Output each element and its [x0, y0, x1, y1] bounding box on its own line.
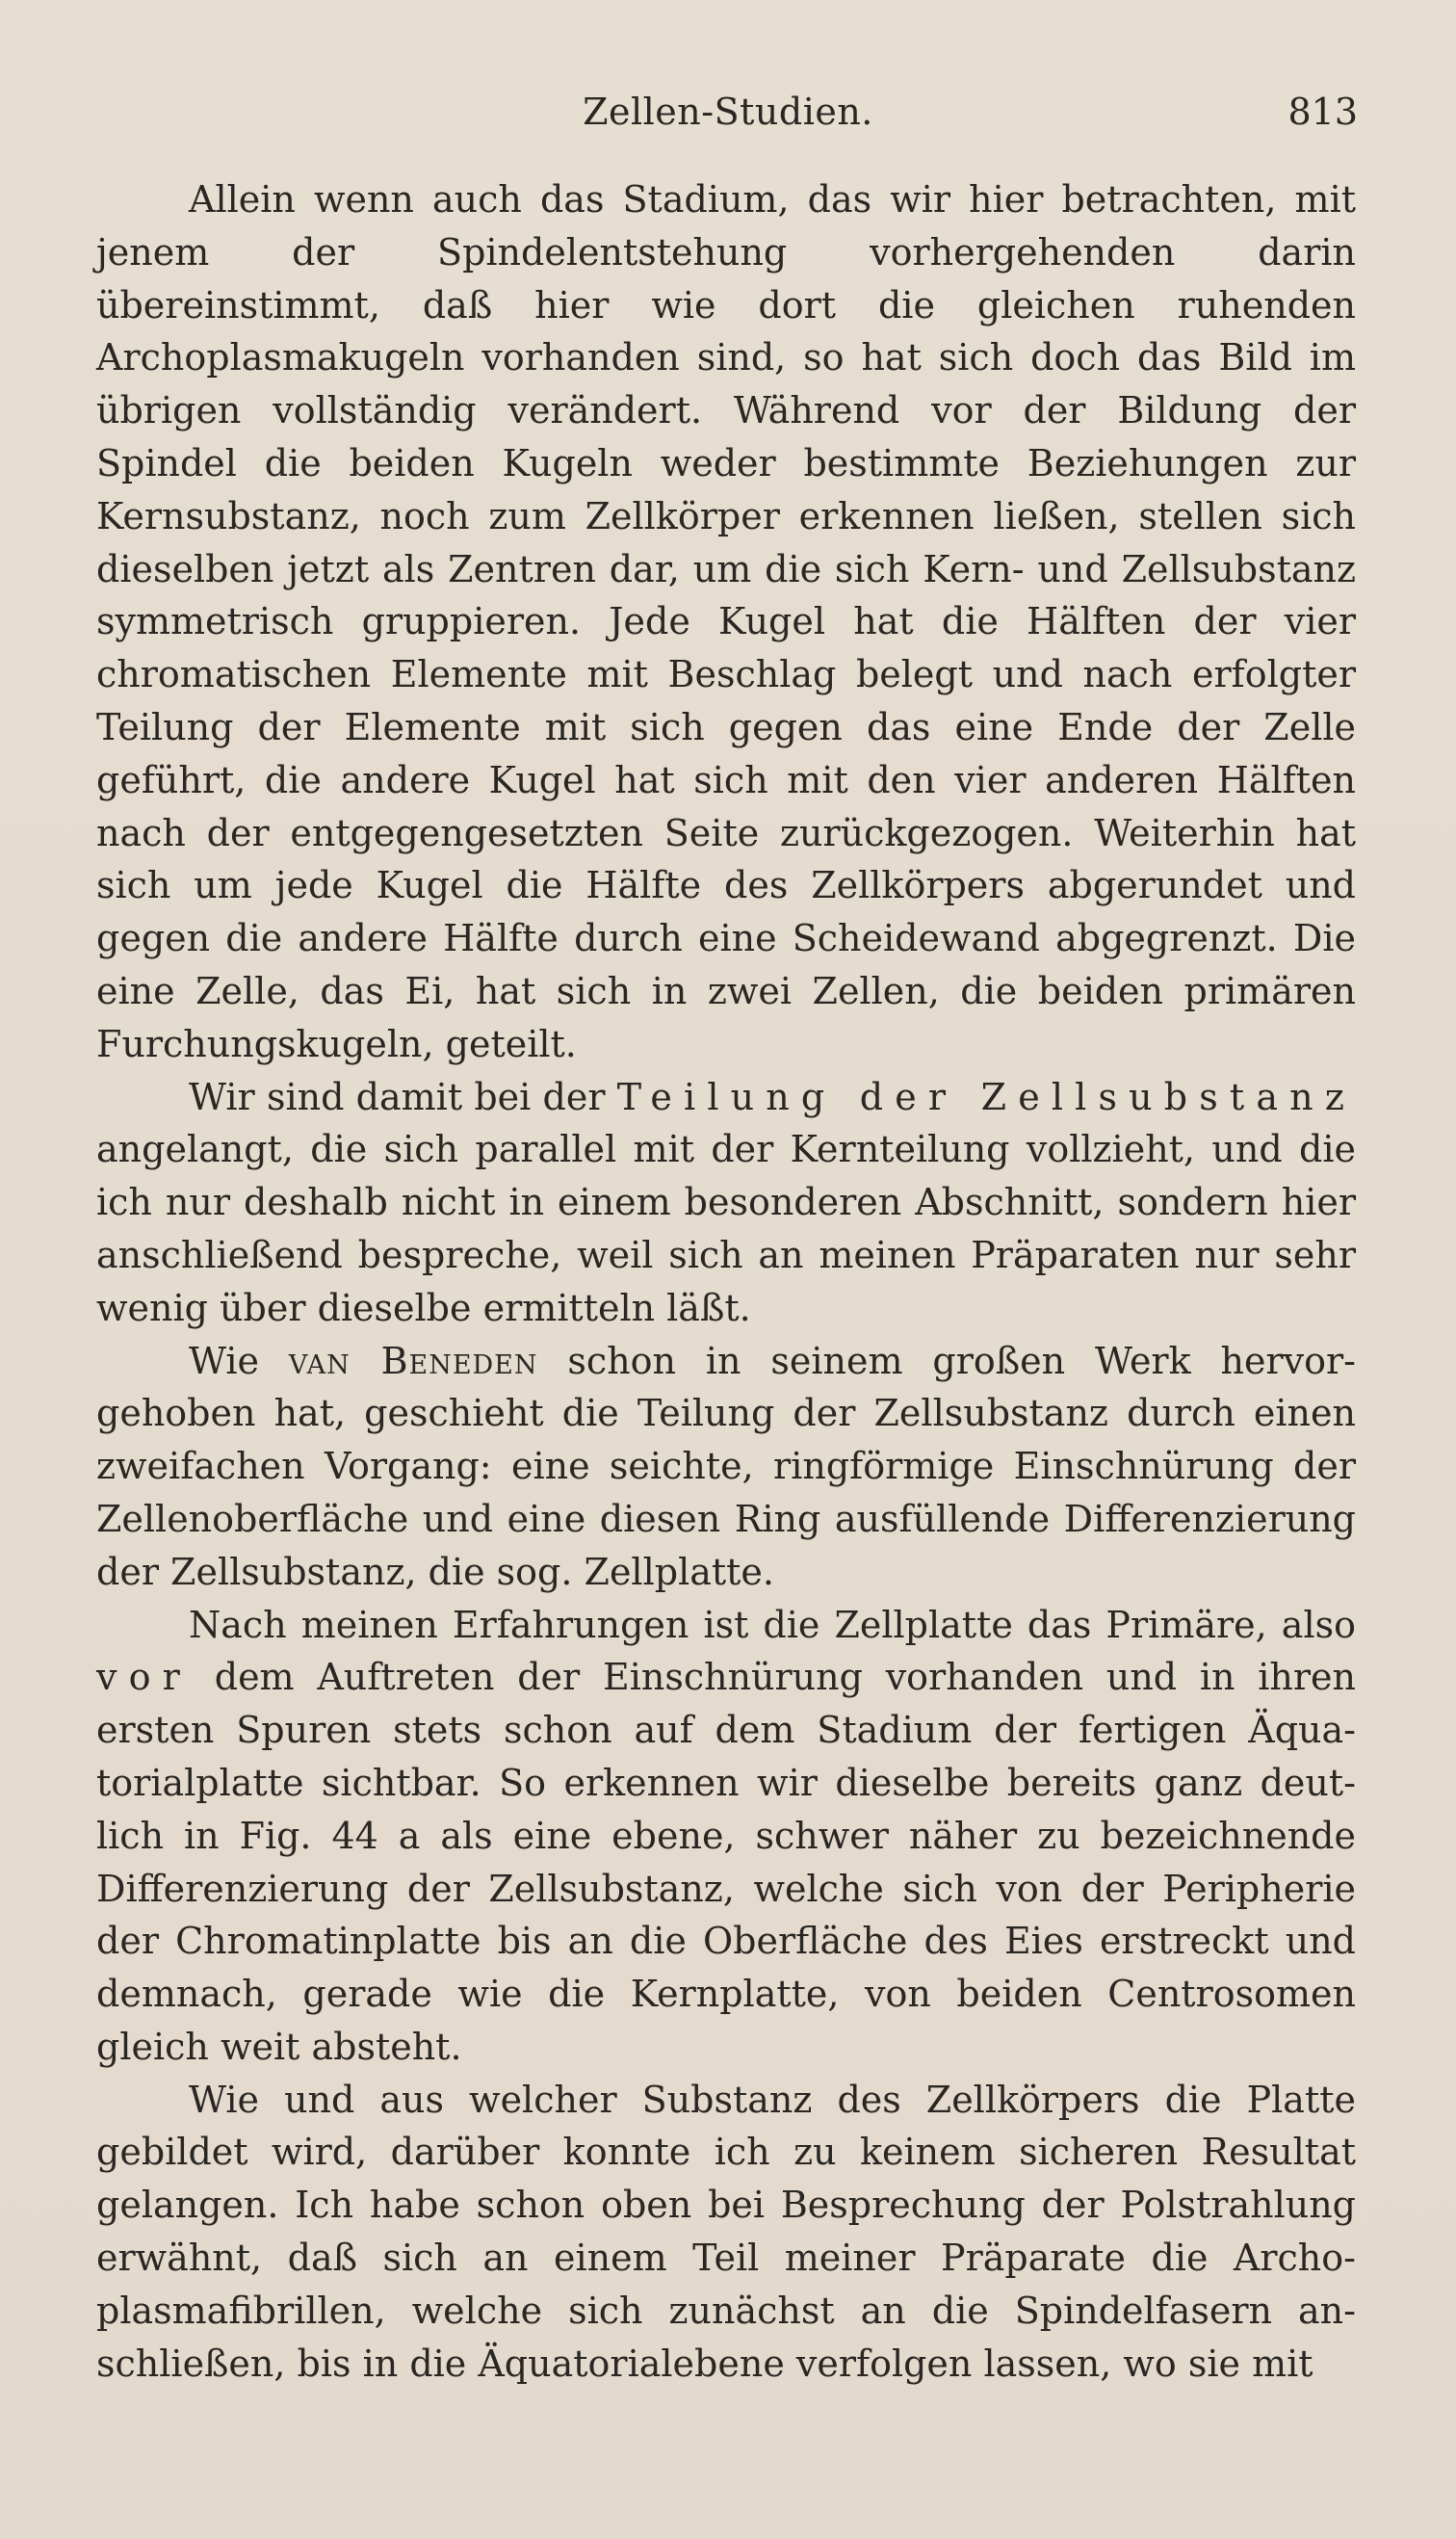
paragraph-5: Wie und aus welcher Substanz des Zellkörpers die Platte gebildet wird, darüber konnte ich zu keinem sicheren Resultat gelangen. Ich habe schon oben bei Besprechung der Polstrahlung erwähnt, daß sich an einem Teil meiner Präparate die Archoplasmafibrillen, welche sich zunächst an die Spindelfasern anschließen, bis in die Äquatorialebene verfolgen lassen, wo sie mit — [96, 2078, 1356, 2385]
paragraph-2 — [96, 1071, 1356, 1335]
paragraph-4-text-start: Nach meinen Erfahrungen ist die Zellplatte das Primäre, also — [189, 1603, 1356, 1646]
page-header — [0, 87, 1456, 137]
emphasized-word: vor — [96, 1656, 192, 1699]
paragraph-2-text-end: angelangt, die sich parallel mit der Kernteilung vollzieht, und die ich nur deshalb nicht in einem besonderen Abschnitt, sondern hier anschließend bespreche, weil sich an meinen Präparaten nur sehr wenig über dieselbe ermitteln läßt. — [96, 1128, 1356, 1329]
paragraph-1: Allein wenn auch das Stadium, das wir hier betrachten, mit jenem der Spindelentstehung vorhergehenden darin übereinstimmt, daß hier wie dort die gleichen ruhenden Archoplasmakugeln vorhanden sind, so hat sich doch das Bild im übrigen vollständig verändert. Während vor der Bildung der Spindel die beiden Kugeln weder bestimmte Beziehungen zur Kernsubstanz, noch zum Zellkörper erkennen ließen, stellen sich dieselben jetzt als Zentren dar, um die sich Kern- und Zellsubstanz symmetrisch gruppieren. Jede Kugel hat die Hälften der vier chromatischen Elemente mit Beschlag belegt und nach erfolgter Teilung der Elemente mit sich gegen das eine Ende der Zelle geführt, die andere Kugel hat sich mit den vier anderen Hälften nach der entgegengesetzten Seite zurückgezogen. Weiterhin hat sich um jede Kugel die Hälfte des Zellkörpers abgerundet und gegen die andere Hälfte durch eine Scheidewand abgegrenzt. Die eine Zelle, das Ei, hat sich in zwei Zellen, die beiden primären Furchungskugeln, geteilt. — [96, 178, 1356, 1065]
emphasized-term: Teilung der Zellsubstanz — [616, 1075, 1356, 1118]
paragraph-4-text-end: dem Auftreten der Einschnürung vorhanden und in ihren ersten Spuren stets schon auf dem Stadium der fertigen Äquatorialplatte sichtbar. So erkennen wir dieselbe bereits ganz deutlich in Fig. 44 a als eine ebene, schwer näher zu bezeichnende Differenzierung der Zellsubstanz, welche sich von der Peripherie der Chromatinplatte bis an die Oberfläche des Eies erstreckt und demnach, gerade wie die Kernplatte, von beiden Centrosomen gleich weit absteht. — [96, 1656, 1356, 2068]
running-title: Zellen-Studien. — [583, 91, 873, 133]
page-number: 813 — [1287, 91, 1358, 133]
paragraph-3-text-start: Wie — [189, 1339, 289, 1382]
paragraph-3 — [96, 1335, 1356, 1599]
paragraph-2-text-start: Wir sind damit bei der — [189, 1075, 617, 1118]
paragraph-4 — [96, 1599, 1356, 2074]
author-name: van Beneden — [288, 1339, 538, 1382]
body-text — [96, 173, 1356, 2390]
paragraph-3-text-end: schon in seinem großen Werk hervorgehoben hat, geschieht die Teilung der Zellsubstanz durch einen zweifachen Vorgang: eine seichte, ringförmige Einschnürung der Zellenoberfläche und eine diesen Ring ausfüllende Differenzierung der Zellsubstanz, die sog. Zellplatte. — [96, 1339, 1356, 1593]
